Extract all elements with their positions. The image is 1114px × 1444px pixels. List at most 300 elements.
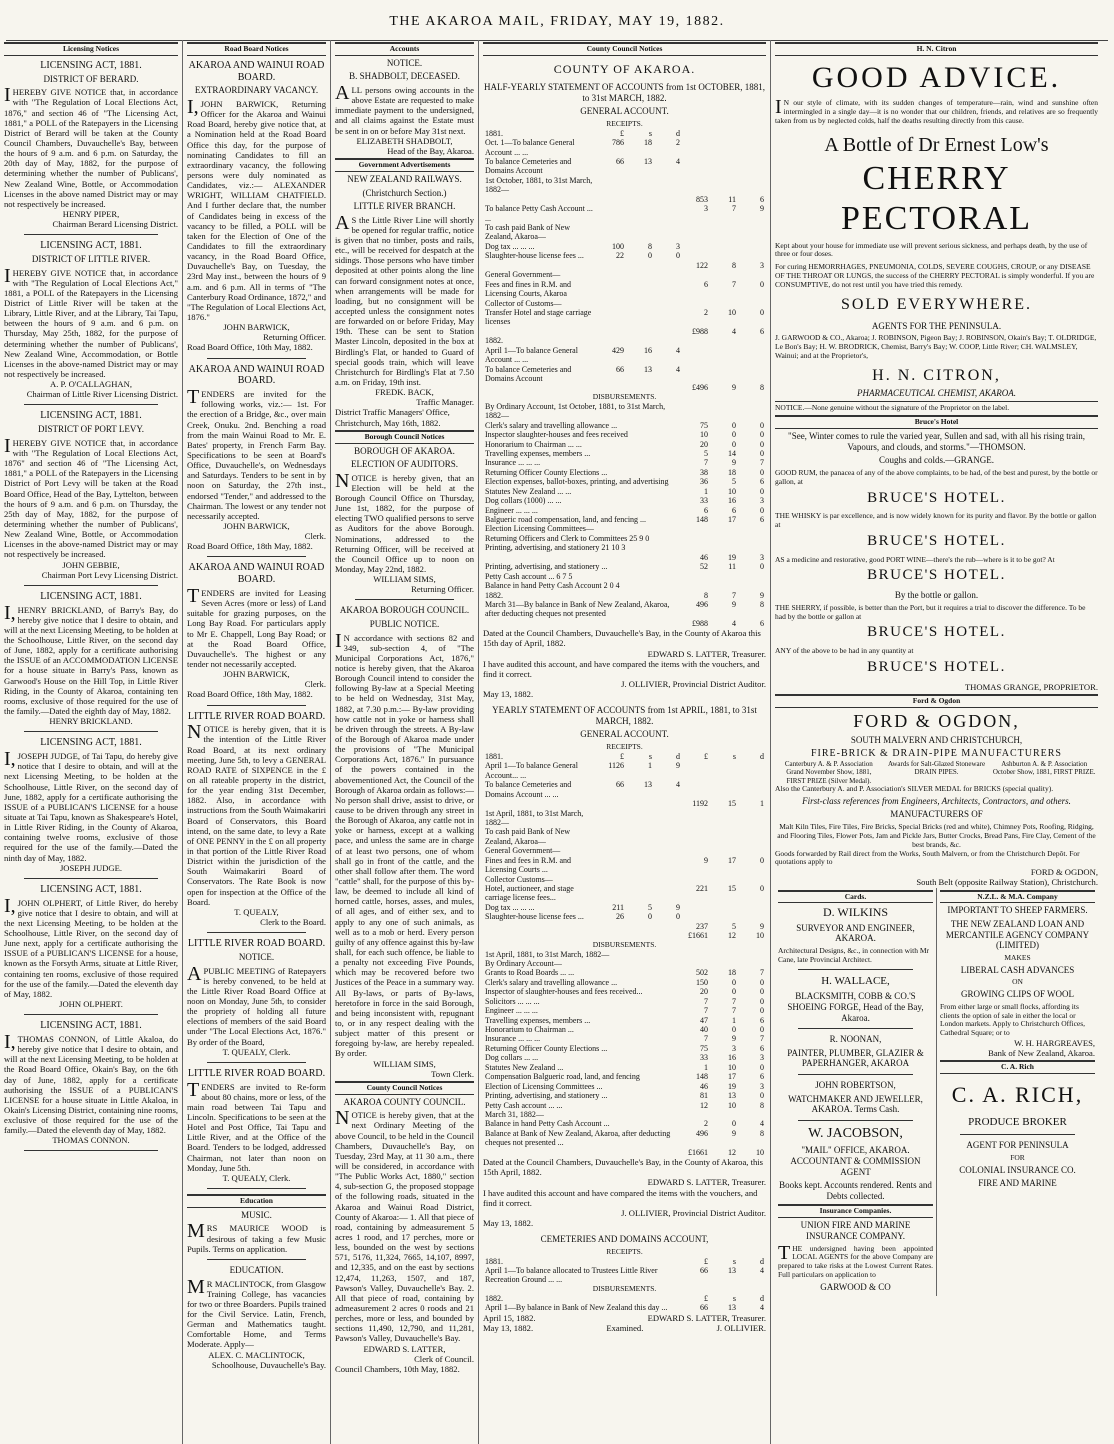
amount-cell: 3 <box>760 260 764 270</box>
amount-cell <box>682 1110 710 1119</box>
road-board-ads <box>187 60 326 1189</box>
amount-cell: 8 <box>760 1128 764 1138</box>
amount-cell: 18 <box>728 968 736 978</box>
amount-cell: 10 <box>728 1100 736 1110</box>
amount-cell <box>710 223 738 242</box>
sold-everywhere: SOLD EVERYWHERE. <box>840 295 1033 313</box>
amount-cell: 19 <box>728 1081 736 1091</box>
amount-cell: 6 <box>760 477 764 487</box>
amount-cell <box>598 270 626 279</box>
poem-attribution: Coughs and colds.—GRANGE. <box>879 455 994 466</box>
table-row <box>483 903 766 912</box>
signature: JOHN BARWICK, <box>223 669 290 680</box>
amount-cell: 0 <box>732 420 736 430</box>
row-label: Returning Officers and Clerk to Committees 25 9 0 <box>485 533 650 543</box>
borough-council-body: IN accordance with sections 82 and 349, sub-section 4, of "The Municipal Corporations Act, 1876," notice is hereby given, that the Akaroa Borough Council intend to consider the following By-law at a Special Meeting to be held on Wednesday, 31st May, 1882, at 7.30 p.m.:— By-law providing how cattle not in yoke or harness shall be driven through the streets. A By-law of the Borough of Akaroa made under the provisions of "The Municipal Corporations Act, 1876." In pursuance of the powers contained in the abovementioned Act, the Council of the Borough of Akaroa ordain as follows:— No person shall drive, assist to drive, or cause to be driven through any street in the Borough of Akaroa, any cattle not in yoke or harness, except at a walking pace, and unless the same are in charge of at least two persons, one of whom shall go in front of the cattle, and the other shall follow after them. The word "cattle" shall, for the purpose of this by-law, be deemed to include all kind of horned cattle, horses, asses, and mules, of all ages, and of either sex, and to apply to any one of such animals, as well as to a mob or herd. Every person guilty of any offence against this by-law shall, for each such offence, be liable to a penalty not exceeding Five Pounds, which may be recovered before two Justices of the Peace in a summary way. All By-laws, or parts of By-laws, heretofore in force in the said Borough, and being inconsistent with, repugnant to, or in any respect dealing with the subject matter of this present or foregoing by-law, are hereby repealed. By order. <box>335 629 474 1059</box>
amount-cell <box>598 336 626 345</box>
row-label: 1st April, 1881, to 31st March, 1882— <box>485 949 610 959</box>
row-label: To balance Cemeteries and Domains Account <box>485 156 572 176</box>
amount-cell: 148 <box>696 515 708 525</box>
notice-sub: NOTICE. <box>238 951 275 962</box>
amount-cell <box>626 195 654 204</box>
rum-text: GOOD RUM, the panacea of any of the above complaints, to be had, of the best and purest, by the bottle or gallon, at <box>775 467 1098 486</box>
amount-cell <box>682 761 710 780</box>
amount-cell: 16 <box>728 1053 736 1063</box>
amount-cell <box>710 346 738 365</box>
amount-cell: 13 <box>644 780 652 790</box>
table-row <box>483 799 766 808</box>
signature-sub: Chairman of Little River Licensing District. <box>26 389 178 400</box>
row-label: April 1—By balance in Bank of New Zealand this day ... <box>485 1303 668 1313</box>
notice-sub: EXTRAORDINARY VACANCY. <box>194 85 319 96</box>
amount-cell <box>738 761 766 780</box>
education-title: EDUCATION. <box>229 1264 284 1275</box>
amount-cell: 66 <box>700 1266 708 1276</box>
amount-cell <box>626 204 654 223</box>
county-council-title: AKAROA COUNTY COUNCIL. <box>343 1096 466 1107</box>
amount-cell <box>710 176 738 195</box>
amount-cell <box>710 780 738 799</box>
amount-cell: 15 <box>728 799 736 809</box>
amount-cell: 1192 <box>692 799 708 809</box>
notice-body: IHEREBY GIVE NOTICE that, in accordance with "The Regulation of Local Elections Act, 1876," and section 46 of "The Licensing Act, 1881," a POLL of the Ratepayers in the Licensing District of Berard will be taken at the County Council Chambers, Duvauchelle's Bay, between the hours of 9 a.m. and 6 p.m. on Saturday, the 20th day of May, 1882, for the purpose of determining whether the number of Publicans', New Zealand Wine, Bottle, or Accommodation Licenses in the above named District may or may not respectively be increased. <box>4 84 178 209</box>
railways-branch: LITTLE RIVER BRANCH. <box>353 201 456 212</box>
row-label: To cash paid Bank of New Zealand, Akaroa— <box>485 827 570 846</box>
signature-sub: Clerk. <box>304 679 326 690</box>
gallon-text: By the bottle or gallon. <box>894 590 979 601</box>
row-label: Slaughter-house license fees ... <box>485 251 584 261</box>
amount-cell <box>710 581 738 590</box>
amount-cell <box>738 270 766 279</box>
amount-cell: £ <box>620 751 624 761</box>
ford-ogdon-sub: SOUTH MALVERN AND CHRISTCHURCH, <box>850 734 1023 745</box>
noonan-sub: PAINTER, PLUMBER, GLAZIER & PAPERHANGER, AKAROA <box>787 1047 924 1069</box>
amount-cell: s <box>648 128 652 138</box>
amount-cell <box>654 270 682 279</box>
amount-cell: 10 <box>756 931 764 941</box>
amount-cell <box>626 846 654 855</box>
amount-cell: 33 <box>700 1053 708 1063</box>
row-label: General Government— <box>485 846 561 856</box>
amount-cell <box>626 856 654 875</box>
row-label: Engineer ... ... ... <box>485 1006 538 1016</box>
amount-cell <box>626 827 654 846</box>
amount-cell <box>710 809 738 828</box>
amount-cell <box>626 176 654 195</box>
amount-cell: 22 <box>616 251 624 261</box>
amount-cell: 496 <box>696 1128 708 1138</box>
amount-cell: 0 <box>760 279 764 289</box>
amount-cell: 2 <box>704 307 708 317</box>
amount-cell <box>738 176 766 195</box>
amount-cell: 0 <box>760 486 764 496</box>
divider <box>24 234 158 235</box>
table-row <box>483 402 766 421</box>
signature-sub: Traffic Manager. <box>416 397 474 408</box>
table-row <box>483 1148 766 1157</box>
notice-title: LITTLE RIVER ROAD BOARD. <box>187 1067 326 1079</box>
row-label: 1882. <box>485 590 503 600</box>
signature: A. P. O'CALLAGHAN, <box>50 379 132 390</box>
amount-cell <box>682 827 710 846</box>
amount-cell: 5 <box>732 477 736 487</box>
table-row <box>483 308 766 327</box>
first-class-refs: First-class references from Engineers, Architects, Contractors, and others. <box>802 795 1071 806</box>
amount-cell: 7 <box>732 996 736 1006</box>
amount-cell <box>710 827 738 846</box>
amount-cell <box>626 875 654 884</box>
amount-cell <box>682 157 710 176</box>
amount-cell: 1 <box>704 486 708 496</box>
amount-cell: 66 <box>700 1303 708 1313</box>
jacobson-name: W. JACOBSON, <box>808 1125 903 1141</box>
amount-cell <box>738 581 766 590</box>
amount-cell: 12 <box>728 1147 736 1157</box>
table-row <box>483 1101 766 1110</box>
amount-cell: 0 <box>760 977 764 987</box>
notice-body: TENDERS are invited to Re-form about 80 chains, more or less, of the main road between Tai Tapu and Lincoln. Specifications to be seen at the Hotel and Post Office, Tai Tapu and Little River, and at the Office of the Board. Tenders to be lodged, addressed Chairman, not later than noon on Monday, June 5th. <box>187 1078 326 1173</box>
amount-cell: 9 <box>732 599 736 609</box>
amount-cell: 9 <box>704 855 708 865</box>
wilkins-name: D. WILKINS <box>822 905 889 920</box>
amount-cell <box>682 581 710 590</box>
table-row <box>483 477 766 486</box>
amount-cell: 7 <box>732 1006 736 1016</box>
table-row <box>483 1053 766 1062</box>
row-label: Election of Licensing Committees ... <box>485 1081 603 1091</box>
signature: WILLIAM SIMS, <box>373 1058 436 1069</box>
table-row <box>483 1257 766 1266</box>
ford-ogdon-name: FORD & OGDON, <box>853 710 1020 731</box>
amount-cell <box>682 959 710 968</box>
receipts-heading: RECEIPTS. <box>606 1246 643 1256</box>
amount-cell: 0 <box>760 1006 764 1016</box>
divider <box>207 556 306 557</box>
table-row <box>483 1072 766 1081</box>
table-row <box>483 1110 766 1119</box>
half-yearly-disbursements-table <box>483 402 766 629</box>
amount-cell: 12 <box>728 931 736 941</box>
row-label: 1st April, 1881, to 31st March, 1882— <box>485 808 584 827</box>
amount-cell: 1 <box>704 1062 708 1072</box>
amount-cell: 52 <box>700 562 708 572</box>
amount-cell <box>654 931 682 940</box>
whisky-text: THE WHISKY is par excellence, and is now widely known for its purity and flavor. By the bottle or gallon at <box>775 511 1097 530</box>
row-label <box>483 383 598 392</box>
amount-cell <box>682 875 710 884</box>
robertson-sub: WATCHMAKER AND JEWELLER, AKAROA. Terms Cash. <box>788 1093 923 1115</box>
amount-cell: d <box>760 1293 764 1303</box>
row-label: Printing, advertising, and stationery ... <box>485 1091 608 1101</box>
borough-council-sub: PUBLIC NOTICE. <box>369 619 440 630</box>
table-row <box>483 280 766 299</box>
jacobson-body: Books kept. Accounts rendered. Rents and Debts collected. <box>779 1180 932 1201</box>
row-label: 1881. <box>485 1256 503 1266</box>
road-board-notice <box>187 364 326 558</box>
amount-cell: s <box>732 751 736 761</box>
amount-cell: 7 <box>732 590 736 600</box>
notice-title: LICENSING ACT, 1881. <box>40 883 142 895</box>
signature: JOHN BARWICK, <box>223 322 290 333</box>
amount-cell <box>654 204 682 223</box>
divider <box>207 1062 306 1063</box>
row-label: Dog collars (1000) ... ... <box>485 496 562 506</box>
general-account-title: GENERAL ACCOUNT. <box>580 106 669 117</box>
yearly-receipts-table <box>483 752 766 941</box>
liberal-advances: LIBERAL CASH ADVANCES <box>960 964 1075 975</box>
amount-cell: 429 <box>612 345 624 355</box>
county-title: COUNTY OF AKAROA. <box>553 61 696 76</box>
table-row <box>483 138 766 157</box>
ford-address: South Belt (opposite Railway Station), Christchurch. <box>916 877 1098 888</box>
amount-cell <box>654 336 682 345</box>
bruces-hotel: BRUCE'S HOTEL. <box>867 658 1006 675</box>
divider <box>207 705 306 706</box>
amount-cell: 19 <box>728 552 736 562</box>
sherry-text: THE SHERRY, if possible, is better than the Port, but it requires a trial to discover the difference. To be had by the bottle or gallon at <box>775 602 1086 621</box>
amount-cell <box>738 534 766 543</box>
notice-district: DISTRICT OF BERARD. <box>43 73 139 84</box>
amount-cell: 8 <box>704 590 708 600</box>
amount-cell: 6 <box>760 1072 764 1082</box>
table-row <box>483 421 766 430</box>
amount-cell: d <box>760 1256 764 1266</box>
amount-cell <box>682 346 710 365</box>
amount-cell <box>598 922 626 931</box>
amount-cell: 16 <box>644 345 652 355</box>
amount-cell: 9 <box>676 902 680 912</box>
union-title: UNION FIRE AND MARINE INSURANCE COMPANY. <box>800 1220 911 1241</box>
row-label: To balance Petty Cash Account ... ... <box>485 204 593 223</box>
dated-line: Dated at the Council Chambers, Duvauchelle's Bay, in the County of Akaroa this 15th day of April, 1882. <box>483 628 761 649</box>
road-board-notice <box>187 60 326 359</box>
amount-cell: 7 <box>704 996 708 1006</box>
signature: HENRY PIPER, <box>62 208 120 219</box>
amount-cell <box>598 204 626 223</box>
general-account-title: GENERAL ACCOUNT. <box>580 729 669 740</box>
good-advice-headline: GOOD ADVICE. <box>811 60 1062 94</box>
amount-cell: 0 <box>760 987 764 997</box>
amount-cell <box>626 327 654 336</box>
amount-cell <box>738 336 766 345</box>
bruces-hotel: BRUCE'S HOTEL. <box>867 489 1006 506</box>
table-row <box>483 1303 766 1312</box>
citron-name: H. N. CITRON, <box>872 366 1001 384</box>
amount-cell: 8 <box>760 599 764 609</box>
amount-cell <box>738 138 766 157</box>
amount-cell: 7 <box>760 968 764 978</box>
table-row <box>483 780 766 799</box>
amount-cell <box>654 327 682 336</box>
amount-cell: s <box>648 751 652 761</box>
amount-cell: 0 <box>732 439 736 449</box>
amount-cell: 0 <box>760 307 764 317</box>
licensing-notice <box>4 1020 178 1151</box>
licensing-notice <box>4 410 178 585</box>
table-row <box>483 1294 766 1303</box>
row-label <box>483 195 598 204</box>
table-row <box>483 1034 766 1043</box>
column-road-board <box>183 40 331 1444</box>
amount-cell: 0 <box>760 1091 764 1101</box>
receipts-heading: RECEIPTS. <box>606 118 643 128</box>
hargreaves-sub: Bank of New Zealand, Akaroa. <box>988 1048 1095 1059</box>
amount-cell: 4 <box>732 326 736 336</box>
row-label: Transfer Hotel and stage carriage licenses <box>485 307 592 327</box>
row-label: 1882. <box>485 1293 503 1303</box>
amount-cell <box>626 223 654 242</box>
notice-body: IHEREBY GIVE NOTICE that, in accordance with "The Regulation of Local Elections Act," 1881, a POLL of the Ratepayers in the Licensing District of Little River will be taken at the Library, Little River, and at the Library, Tai Tapu, between the hours of 9 a.m. and 6 p.m. on Thursday, May 25th, 1882, for the purpose of determining whether the number of Publicans', New Zealand Wine, Accommodation, or Bottle Licenses in the above-named District may or may not respectively be increased. <box>4 264 178 380</box>
notice-body: I,HENRY BRICKLAND, of Barry's Bay, do hereby give notice that I desire to obtain, and will at the next Licensing Meeting, to be holden at the Schoolhouse, Little River, on the second day of June, 1882, apply for a certificate authorising the ISSUE of an ACCOMMODATION LICENSE for a house situate in Barry's Pass, known as Garwood's House on the Hill Top, in Little River Riding, in the County of Akaroa, containing ten rooms, exclusive of those required for the use of the family.—Dated the eighth day of May, 1882. <box>4 601 178 717</box>
amount-cell <box>710 572 738 581</box>
column-heading: County Council Notices <box>483 42 766 56</box>
column-licensing <box>0 40 183 1444</box>
notice-title: LICENSING ACT, 1881. <box>40 410 142 422</box>
award-3: Ashburton A. & P. Association October Show, 1881, FIRST PRIZE. <box>992 760 1096 777</box>
amount-cell: 7 <box>760 1034 764 1044</box>
growing-body: From either large or small flocks, affording its clients the option of sale in either the local or London markets. Apply to Christchurch Offices, Cathedral Square; or to <box>940 1001 1086 1038</box>
row-label: Clerk's salary and travelling allowance ... <box>485 420 618 430</box>
amount-cell <box>682 846 710 855</box>
signature-sub: Head of the Bay, Akaroa. <box>387 145 474 156</box>
amount-cell: 0 <box>760 855 764 865</box>
amount-cell <box>682 242 710 251</box>
yearly-title: YEARLY STATEMENT OF ACCOUNTS from 1st APRIL, 1881, to 31st MARCH, 1882. <box>492 705 757 726</box>
table-row <box>483 553 766 562</box>
row-label: Printing, advertising, and stationery ... <box>485 562 608 572</box>
railways-body: AS the Little River Line will shortly be opened for regular traffic, notice is given that no timber, posts and rails, etc., will be received for despatch at the sidings. Those persons who have timber deposited at other points along the line can forward consignment notes at once, when arrangements will be made for loading, but no consignment will be accepted unless the consignment notes are forwarded on or before Friday, May 19th. These can be sent to Station Master Lincoln, deposited in the box at Birdling's Flat, or handed to Guard of special goods train, which will leave Christchurch for Birdling's Flat at 7.50 a.m. on Friday, 19th inst. <box>335 211 474 387</box>
amount-cell: 1 <box>732 1015 736 1025</box>
amount-cell <box>654 799 682 808</box>
row-label: Dog tax ... ... ... <box>485 241 535 251</box>
row-label: Compensation Balgueric road, land, and fencing <box>485 1072 640 1082</box>
amount-cell <box>598 827 626 846</box>
amount-cell: 8 <box>760 383 764 393</box>
licensing-ads <box>4 60 178 1152</box>
table-row <box>483 440 766 449</box>
amount-cell: 12 <box>700 1100 708 1110</box>
amount-cell: 0 <box>760 420 764 430</box>
amount-cell <box>710 138 738 157</box>
notice-body: ALL persons owing accounts in the above Estate are requested to make immediate payment to the undersigned, and all claims against the Estate must be sent in on or before May 31st next. <box>335 82 474 136</box>
section-heading-county: County Council Notices <box>335 1081 474 1095</box>
audit-line: I have audited this account and have compared the items with the vouchers, and find it correct. <box>483 1187 758 1208</box>
amount-cell <box>710 875 738 884</box>
table-row <box>483 846 766 855</box>
row-label: Returning Officer County Elections ... <box>485 467 608 477</box>
cherry-body: Kept about your house for immediate use will prevent serious sickness, and perhaps death, by the use of three or four doses. <box>775 240 1088 259</box>
table-row <box>483 195 766 204</box>
row-label: Travelling expenses, members ... <box>485 448 591 458</box>
amount-cell <box>682 336 710 345</box>
amount-cell: £496 <box>692 383 708 393</box>
amount-cell: 40 <box>700 1025 708 1035</box>
amount-cell: 46 <box>700 552 708 562</box>
amount-cell: d <box>676 751 680 761</box>
audit-date: May 13, 1882. <box>483 1322 534 1333</box>
row-label: Travelling expenses, members ... <box>485 1015 591 1025</box>
notice-date: Road Board Office, 18th May, 1882. <box>187 541 313 552</box>
amount-cell: 33 <box>700 496 708 506</box>
amount-cell <box>682 402 710 421</box>
county-council-date: Council Chambers, 10th May, 1882. <box>335 1363 460 1374</box>
amount-cell: 17 <box>728 1072 736 1082</box>
amount-cell: £ <box>620 128 624 138</box>
amount-cell: 4 <box>760 1119 764 1129</box>
row-label: 1st October, 1881, to 31st March, 1882— <box>485 175 593 195</box>
amount-cell <box>710 157 738 176</box>
amount-cell <box>654 383 682 392</box>
divider <box>798 1120 913 1121</box>
table-row <box>483 449 766 458</box>
row-label: Inspector of slaughter-houses and fees received... <box>485 987 643 997</box>
amount-cell <box>710 846 738 855</box>
poem: "See, Winter comes to rule the varied year, Sullen and sad, with all his rising train, Vapours, and clouds, and storms."—THOMSON. <box>788 430 1085 452</box>
amount-cell: 150 <box>696 977 708 987</box>
borough-body: NOTICE is hereby given, that an Election will be held at the Borough Council Office on Thursday, June 1st, 1882, for the purpose of electing TWO qualified persons to serve as Auditors for the above Borough. Nominations, addressed to the Returning Officer, will be received at the Council Office up to noon on Monday, May 22nd, 1882. <box>335 469 474 574</box>
amount-cell <box>710 912 738 921</box>
table-row <box>483 856 766 875</box>
row-label: March 31, 1882— <box>485 1109 544 1119</box>
amount-cell: £ <box>704 1293 708 1303</box>
amount-cell <box>710 365 738 384</box>
column-heading: Accounts <box>335 42 474 56</box>
road-board-notice <box>187 562 326 705</box>
notice-title: AKAROA AND WAINUI ROAD BOARD. <box>188 59 325 83</box>
row-label: To cash paid Bank of New Zealand, Akaroa— <box>485 223 570 242</box>
amount-cell <box>738 157 766 176</box>
notice-date: Road Board Office, 18th May, 1882. <box>187 689 313 700</box>
licensing-notice <box>4 884 178 1015</box>
amount-cell <box>626 336 654 345</box>
column-county-accounts <box>479 40 771 1444</box>
notice-body: I,THOMAS CONNON, of Little Akaloa, do hereby give notice that I desire to obtain, and will at the next Licensing Meeting, to be holden at the Road Board Office, Okain's Bay, on the 6th day of June, 1882, apply for a certificate authorising the ISSUE of a PUBLICAN'S LICENSE for a house situate in Little Akaloa, in Okain's Licensing District, containing nine rooms, exclusive of those required for the use of the family.—Dated the eleventh day of May, 1882. <box>4 1030 178 1136</box>
amount-cell <box>710 336 738 345</box>
amount-cell <box>598 327 626 336</box>
award-1: Canterbury A. & P. Association Grand November Show, 1881, FIRST PRIZE (Silver Medal). <box>784 760 873 785</box>
amount-cell <box>682 572 710 581</box>
table-row <box>483 157 766 176</box>
signature-sub: Clerk to the Board. <box>260 917 326 928</box>
auditor-signature: J. OLLIVIER, Provincial District Auditor. <box>621 678 766 689</box>
amount-cell <box>738 543 766 552</box>
wallace-name: H. WALLACE, <box>821 975 890 988</box>
audit-date: May 13, 1882. <box>483 689 534 700</box>
amount-cell: s <box>732 1256 736 1266</box>
amount-cell <box>682 543 710 552</box>
treasurer-signature: EDWARD S. LATTER, Treasurer. <box>647 1177 766 1188</box>
amount-cell <box>738 1110 766 1119</box>
notice-title: LICENSING ACT, 1881. <box>40 590 142 602</box>
award-2: Awards for Salt-Glazed Stoneware DRAIN PIPES. <box>887 760 986 777</box>
amount-cell <box>626 884 654 903</box>
amount-cell <box>682 223 710 242</box>
amount-cell <box>626 799 654 808</box>
signature-sub: Town Clerk. <box>431 1068 474 1079</box>
row-label <box>483 553 682 562</box>
amount-cell <box>682 270 710 279</box>
amount-cell: 0 <box>732 987 736 997</box>
amount-cell: 9 <box>732 383 736 393</box>
nzl-body: THE NEW ZEALAND LOAN AND MERCANTILE AGENCY COMPANY (LIMITED) <box>945 919 1090 951</box>
amount-cell: 75 <box>700 1043 708 1053</box>
amount-cell: 100 <box>612 241 624 251</box>
table-row <box>483 129 766 138</box>
row-label: Petty Cash account ... ... <box>485 1100 563 1110</box>
amount-cell <box>598 809 626 828</box>
table-row <box>483 515 766 524</box>
row-label <box>483 799 598 808</box>
